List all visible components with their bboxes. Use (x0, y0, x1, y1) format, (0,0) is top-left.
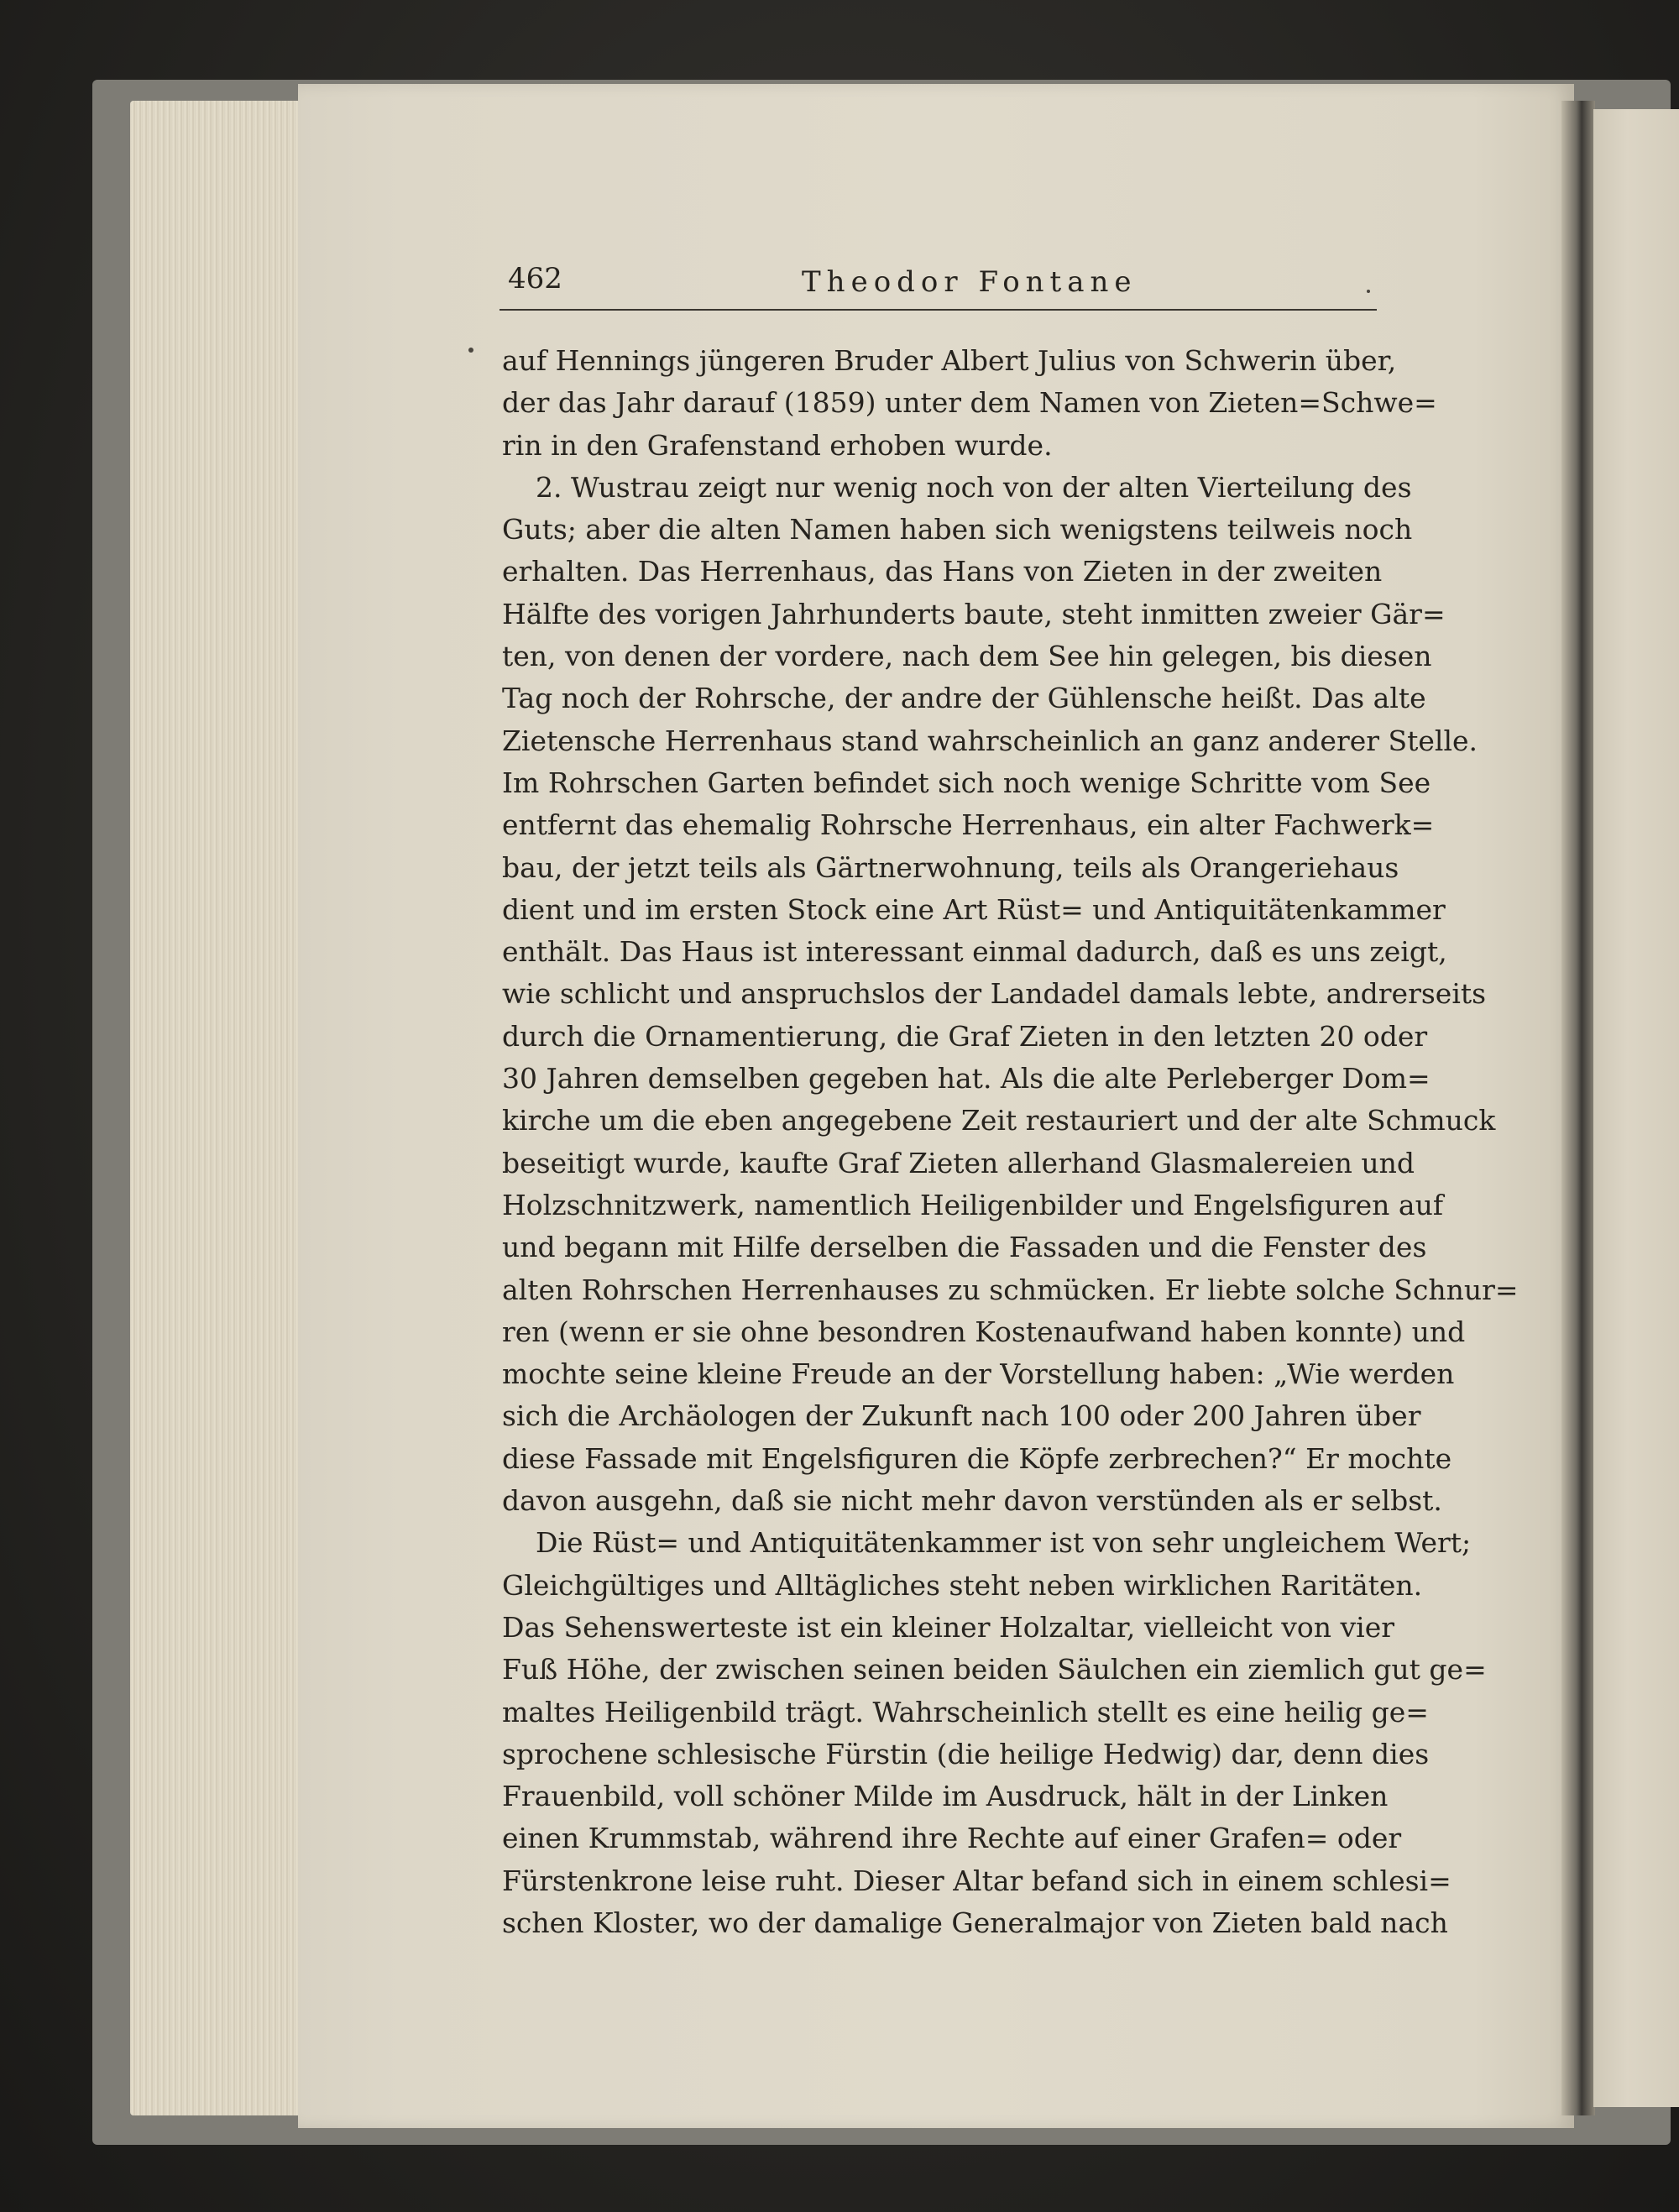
book-gutter (1561, 101, 1595, 2115)
text-line: Zietensche Herrenhaus stand wahrscheinlich an ganz anderer Stelle. (502, 724, 1478, 757)
text-line: auf Hennings jüngeren Bruder Albert Julius von Schwerin über, (502, 344, 1397, 377)
text-line: erhalten. Das Herrenhaus, das Hans von Zieten in der zweiten (502, 555, 1383, 588)
text-line: diese Fassade mit Engelsfiguren die Köpfe zerbrechen?“ Er mochte (502, 1441, 1452, 1475)
text-line: Die Rüst= und Antiquitätenkammer ist von sehr ungleichem Wert; (536, 1526, 1472, 1560)
text-line: schen Kloster, wo der damalige Generalmajor von Zieten bald nach (502, 1906, 1448, 1939)
text-line: rin in den Grafenstand erhoben wurde. (502, 428, 1053, 462)
text-line: bau, der jetzt teils als Gärtnerwohnung, teils als Orangeriehaus (502, 850, 1399, 884)
text-line: mochte seine kleine Freude an der Vorstellung haben: „Wie werden (502, 1357, 1455, 1391)
text-line: Gleichgültiges und Alltägliches steht neben wirklichen Raritäten. (502, 1568, 1423, 1602)
text-line: maltes Heiligenbild trägt. Wahrscheinlich stellt es eine heilig ge= (502, 1695, 1429, 1728)
text-line: sich die Archäologen der Zukunft nach 100 oder 200 Jahren über (502, 1399, 1421, 1433)
page-header (500, 259, 1377, 311)
text-line: Fürstenkrone leise ruht. Dieser Altar befand sich in einem schlesi= (502, 1864, 1451, 1897)
text-line: Fuß Höhe, der zwischen seinen beiden Säulchen ein ziemlich gut ge= (502, 1653, 1487, 1686)
text-line: entfernt das ehemalig Rohrsche Herrenhaus, ein alter Fachwerk= (502, 808, 1435, 842)
text-line: ren (wenn er sie ohne besondren Kostenaufwand haben konnte) und (502, 1315, 1466, 1348)
page-number: 462 (508, 262, 562, 295)
text-line: beseitigt wurde, kaufte Graf Zieten allerhand Glasmalereien und (502, 1146, 1415, 1179)
text-line: kirche um die eben angegebene Zeit restauriert und der alte Schmuck (502, 1104, 1496, 1137)
text-line: einen Krummstab, während ihre Rechte auf einer Grafen= oder (502, 1822, 1402, 1855)
text-line: davon ausgehn, daß sie nicht mehr davon verstünden als er selbst. (502, 1484, 1442, 1518)
text-line: Tag noch der Rohrsche, der andre der Gühlensche heißt. Das alte (502, 682, 1426, 715)
text-line: Im Rohrschen Garten befindet sich noch wenige Schritte vom See (502, 766, 1431, 799)
text-line: dient und im ersten Stock eine Art Rüst= und Antiquitätenkammer (502, 892, 1446, 926)
text-line: und begann mit Hilfe derselben die Fassaden und die Fenster des (502, 1231, 1427, 1264)
page-edges (130, 101, 302, 2115)
right-page-edge (1593, 109, 1679, 2107)
running-head: Theodor Fontane (802, 265, 1138, 299)
text-line: Guts; aber die alten Namen haben sich wenigstens teilweis noch (502, 513, 1413, 546)
text-line: 2. Wustrau zeigt nur wenig noch von der alten Vierteilung des (536, 470, 1412, 504)
text-line: durch die Ornamentierung, die Graf Zieten in den letzten 20 oder (502, 1019, 1428, 1053)
body-text (502, 340, 1519, 1944)
text-line: 30 Jahren demselben gegeben hat. Als die alte Perleberger Dom= (502, 1062, 1431, 1096)
text-line: sprochene schlesische Fürstin (die heilige Hedwig) dar, denn dies (502, 1737, 1430, 1770)
text-line: Frauenbild, voll schöner Milde im Ausdruck, hält in der Linken (502, 1780, 1389, 1813)
text-line: enthält. Das Haus ist interessant einmal dadurch, daß es uns zeigt, (502, 935, 1447, 969)
text-line: der das Jahr darauf (1859) unter dem Namen von Zieten=Schwe= (502, 386, 1437, 420)
text-line: Hälfte des vorigen Jahrhunderts baute, steht inmitten zweier Gär= (502, 597, 1446, 630)
text-line: wie schlicht und anspruchslos der Landadel damals lebte, andrerseits (502, 977, 1487, 1011)
text-line: alten Rohrschen Herrenhauses zu schmücken. Er liebte solche Schnur= (502, 1273, 1519, 1306)
text-line: Holzschnitzwerk, namentlich Heiligenbilder und Engelsfiguren auf (502, 1188, 1444, 1221)
speck-mark (468, 348, 473, 353)
text-line: Das Sehenswerteste ist ein kleiner Holzaltar, vielleicht von vier (502, 1610, 1395, 1644)
text-line: ten, von denen der vordere, nach dem See hin gelegen, bis diesen (502, 640, 1432, 673)
